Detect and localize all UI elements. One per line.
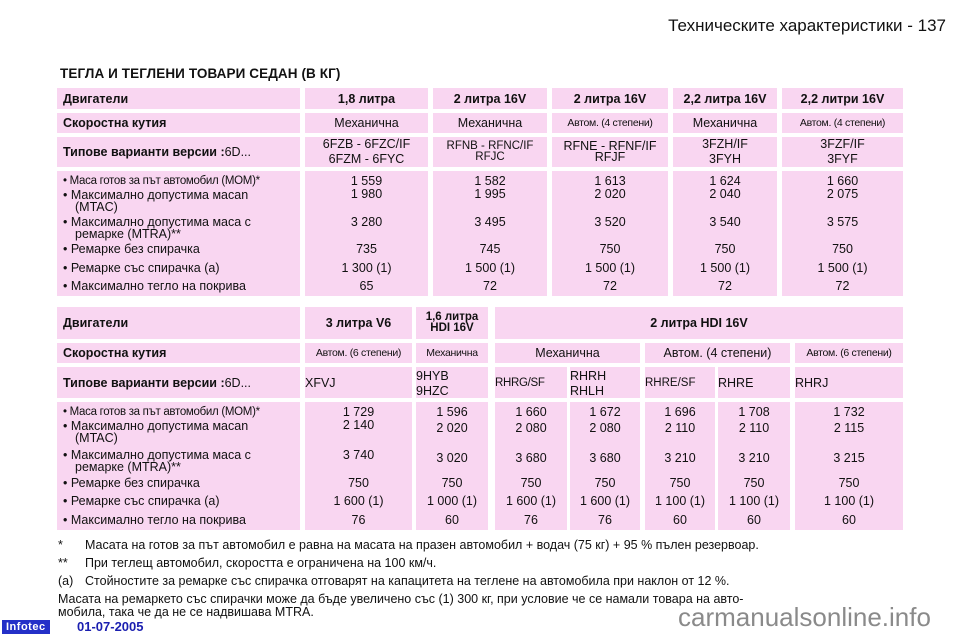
value-braked: 1 600 (1) — [505, 494, 557, 508]
value-unbraked: 750 — [594, 476, 616, 490]
spec-label-mtra: • Максимално допустима маса с — [63, 215, 251, 229]
value-braked: 1 500 (1) — [699, 261, 751, 275]
variant-code: 3FZH/IF — [702, 137, 748, 151]
gearbox-cell: Механична — [673, 113, 777, 133]
footnote-text: Стойностите за ремарке със спирачка отговарят на капацитета на теглене на автомобила при наклон от 12 %. — [85, 574, 730, 588]
value-unbraked: 750 — [669, 476, 691, 490]
values-column — [570, 402, 640, 530]
variant-cell — [673, 137, 777, 167]
variant-cell — [782, 137, 903, 167]
gearbox-cell: Автом. (6 степени) — [795, 343, 903, 363]
variant-code: RHRE — [718, 376, 754, 390]
variant-code: RFJC — [475, 151, 505, 163]
value-mom: 1 582 — [474, 174, 506, 188]
value-mtac: 1 995 — [474, 187, 506, 201]
values-column — [782, 171, 903, 296]
variant-code: RHRG/SF — [495, 377, 545, 389]
value-mtra: 3 680 — [589, 451, 621, 465]
spec-label-braked: • Ремарке със спирачка (a) — [63, 261, 220, 275]
engine-header: 2 литра 16V — [552, 88, 668, 109]
engines-label: Двигатели — [57, 307, 300, 339]
values-column — [416, 402, 488, 530]
value-unbraked: 750 — [743, 476, 765, 490]
value-mtra: 3 540 — [709, 215, 741, 229]
value-mtra: 3 680 — [515, 451, 547, 465]
value-mom: 1 732 — [833, 405, 865, 419]
footnote — [58, 555, 436, 573]
value-braked: 1 300 (1) — [341, 261, 392, 275]
value-braked: 1 500 (1) — [584, 261, 636, 275]
value-mtac: 2 140 — [342, 418, 375, 432]
engine-header-v6: 3 литра V6 — [305, 307, 412, 339]
spec-label-mtra-cont: ремарке (MTRA)** — [75, 227, 181, 241]
footnote — [58, 573, 730, 591]
footnote-mark: ** — [58, 556, 68, 570]
watermark: carmanualsonline.info — [678, 602, 931, 632]
value-braked: 1 500 (1) — [817, 261, 868, 275]
spec-label-mtra-cont: ремарке (MTRA)** — [75, 460, 181, 474]
value-mom: 1 613 — [594, 174, 626, 188]
variant-cell — [305, 367, 412, 398]
values-column — [795, 402, 903, 530]
gearbox-label: Скоростна кутия — [57, 113, 300, 133]
value-braked: 1 600 (1) — [579, 494, 631, 508]
variant-cell — [795, 367, 903, 398]
value-roof: 76 — [524, 513, 538, 527]
spec-label-unbraked: • Ремарке без спирачка — [63, 242, 200, 256]
value-mtac: 2 115 — [833, 421, 865, 435]
value-mom: 1 708 — [738, 405, 770, 419]
value-mtra: 3 495 — [474, 215, 506, 229]
page-header: Техническите характеристики - 137 — [668, 16, 946, 35]
values-column — [552, 171, 668, 296]
value-roof: 76 — [351, 513, 366, 527]
gearbox-cell: Автом. (4 степени) — [645, 343, 790, 363]
spec-label-mtra: • Максимално допустима маса с — [63, 448, 251, 462]
value-mom: 1 696 — [664, 405, 696, 419]
variant-cell — [433, 137, 547, 167]
variant-cell — [552, 137, 668, 167]
value-roof: 72 — [483, 279, 497, 293]
values-column — [433, 171, 547, 296]
gearbox-label: Скоростна кутия — [57, 343, 300, 363]
value-unbraked: 750 — [348, 476, 369, 490]
gearbox-cell: Автом. (4 степени) — [552, 113, 668, 133]
values-column — [305, 402, 412, 530]
variant-cell — [718, 367, 790, 398]
gearbox-cell: Механична — [495, 343, 640, 363]
spec-label-mtac-cont: (MTAC) — [75, 431, 118, 445]
specs-labels — [57, 402, 300, 530]
variant-code: 3FYF — [827, 152, 858, 166]
value-mom: 1 660 — [515, 405, 547, 419]
variant-code: 6FZB - 6FZC/IF — [322, 137, 411, 151]
value-roof: 76 — [598, 513, 612, 527]
variant-code: 3FYH — [709, 152, 741, 166]
engine-header-line: HDI 16V — [430, 322, 474, 334]
variant-code: RHRJ — [795, 376, 829, 390]
spec-label-mom: • Маса готов за път автомобил (MOM)* — [63, 406, 260, 418]
value-roof: 72 — [603, 279, 617, 293]
variant-code: 9HYB — [416, 368, 449, 383]
gearbox-cell: Автом. (4 степени) — [782, 113, 903, 133]
spec-label-unbraked: • Ремарке без спирачка — [63, 476, 200, 490]
variant-code: RFNE - RFNF/IF — [563, 139, 657, 153]
spec-label-braked: • Ремарке със спирачка (a) — [63, 494, 220, 508]
variants-label-suffix: 6D... — [224, 145, 252, 159]
value-unbraked: 750 — [441, 476, 463, 490]
gearbox-cell: Автом. (6 степени) — [305, 343, 412, 363]
value-braked: 1 000 (1) — [426, 494, 478, 508]
value-braked: 1 600 (1) — [333, 494, 384, 508]
specs-labels — [57, 171, 300, 296]
infotec-logo: Infotec — [2, 620, 50, 634]
value-mtac: 2 110 — [664, 421, 696, 435]
spec-label-mtac: • Максимално допустима масаn — [63, 419, 249, 433]
value-mtra: 3 280 — [350, 215, 383, 229]
value-unbraked: 750 — [599, 242, 621, 256]
value-mtra: 3 215 — [833, 451, 865, 465]
value-mtac: 2 020 — [594, 187, 626, 201]
footnote-mark: (a) — [58, 574, 74, 588]
engine-header: 2,2 литри 16V — [782, 88, 903, 109]
values-column — [718, 402, 790, 530]
engine-header: 2 литра 16V — [433, 88, 547, 109]
value-unbraked: 750 — [838, 476, 860, 490]
variants-label-suffix: 6D... — [224, 375, 252, 390]
variant-code: RHRE/SF — [645, 377, 696, 389]
value-mtra: 3 520 — [594, 215, 626, 229]
value-roof: 72 — [835, 279, 850, 293]
publication-date: 01-07-2005 — [77, 619, 144, 634]
footnote-text: Масата на ремаркето със спирачки може да бъде увеличено със (1) 300 кг, при условие че се намали товара на авто- — [58, 592, 744, 606]
values-column — [305, 171, 428, 296]
variants-label-text: Типове варианти версии : — [63, 375, 225, 390]
value-mtra: 3 575 — [826, 215, 859, 229]
variant-cell — [416, 367, 488, 398]
value-mtra: 3 740 — [342, 448, 375, 462]
value-roof: 60 — [673, 513, 687, 527]
variant-code: 6FZM - 6FYC — [328, 152, 405, 166]
spec-label-mtac: • Максимално допустима масаn — [63, 188, 249, 202]
value-mom: 1 596 — [436, 405, 468, 419]
value-mtra: 3 210 — [664, 451, 696, 465]
engine-header-line: 1,6 литра — [425, 311, 479, 323]
gearbox-cell: Механична — [305, 113, 428, 133]
value-braked: 1 100 (1) — [823, 494, 875, 508]
value-mtac: 1 980 — [350, 187, 383, 201]
engine-header-hdi16 — [416, 307, 488, 339]
section-title: ТЕГЛА И ТЕГЛЕНИ ТОВАРИ СЕДАН (В КГ) — [60, 66, 341, 81]
value-roof: 60 — [842, 513, 856, 527]
variant-cell — [495, 367, 567, 398]
footnote-text: Масата на готов за път автомобил е равна на масата на празен автомобил + водач (75 кг) + 95 % пълен резервоар. — [85, 538, 759, 552]
variants-label-text: Типове варианти версии : — [63, 145, 225, 159]
value-mtac: 2 040 — [709, 187, 741, 201]
variant-cell — [570, 367, 640, 398]
value-unbraked: 750 — [714, 242, 736, 256]
spec-label-roof: • Максимално тегло на покрива — [63, 279, 246, 293]
value-mtra: 3 210 — [738, 451, 770, 465]
value-mtac: 2 110 — [738, 421, 770, 435]
value-mtra: 3 020 — [436, 451, 468, 465]
value-roof: 65 — [359, 279, 374, 293]
footnote — [58, 537, 759, 555]
variant-code: RHRH — [570, 368, 607, 383]
value-mom: 1 672 — [589, 405, 621, 419]
value-mom: 1 559 — [350, 174, 383, 188]
spec-label-roof: • Максимално тегло на покрива — [63, 513, 246, 527]
value-mtac: 2 075 — [826, 187, 859, 201]
values-column — [645, 402, 715, 530]
value-unbraked: 750 — [520, 476, 542, 490]
spec-label-mtac-cont: (MTAC) — [75, 200, 118, 214]
value-braked: 1 100 (1) — [654, 494, 706, 508]
engine-header: 2,2 литра 16V — [673, 88, 777, 109]
values-column — [673, 171, 777, 296]
gearbox-cell: Механична — [433, 113, 547, 133]
value-mtac: 2 020 — [436, 421, 468, 435]
value-braked: 1 500 (1) — [464, 261, 516, 275]
engines-label: Двигатели — [57, 88, 300, 109]
variants-label — [57, 137, 300, 167]
variant-code: XFVJ — [305, 376, 336, 390]
value-braked: 1 100 (1) — [728, 494, 780, 508]
values-column — [495, 402, 567, 530]
variant-code: 9HZC — [416, 383, 449, 398]
value-mom: 1 624 — [709, 174, 741, 188]
value-mtac: 2 080 — [589, 421, 621, 435]
footnote-text: При теглещ автомобил, скоростта е ограничена на 100 км/ч. — [85, 556, 437, 570]
engine-header-hdi20: 2 литра HDI 16V — [495, 307, 903, 339]
gearbox-cell: Механична — [416, 343, 488, 363]
value-unbraked: 745 — [479, 242, 501, 256]
value-unbraked: 750 — [832, 242, 853, 256]
value-roof: 60 — [747, 513, 761, 527]
value-unbraked: 735 — [356, 242, 377, 256]
variants-label — [57, 367, 300, 398]
variant-cell — [305, 137, 428, 167]
variant-code: RFJF — [594, 150, 626, 164]
variant-code: RFNB - RFNC/IF — [446, 140, 534, 152]
variant-code: RHLH — [570, 383, 605, 398]
spec-label-mom: • Маса готов за път автомобил (MOM)* — [63, 175, 260, 187]
value-roof: 72 — [718, 279, 732, 293]
engine-header: 1,8 литра — [305, 88, 428, 109]
footnote-mark: * — [58, 538, 63, 552]
variant-cell — [645, 367, 715, 398]
value-mom: 1 729 — [342, 405, 375, 419]
value-mom: 1 660 — [826, 174, 859, 188]
footnote-text: мобила, така че да не се надвишава MTRA. — [58, 605, 314, 619]
value-roof: 60 — [445, 513, 459, 527]
variant-code: 3FZF/IF — [820, 137, 865, 151]
value-mtac: 2 080 — [515, 421, 547, 435]
